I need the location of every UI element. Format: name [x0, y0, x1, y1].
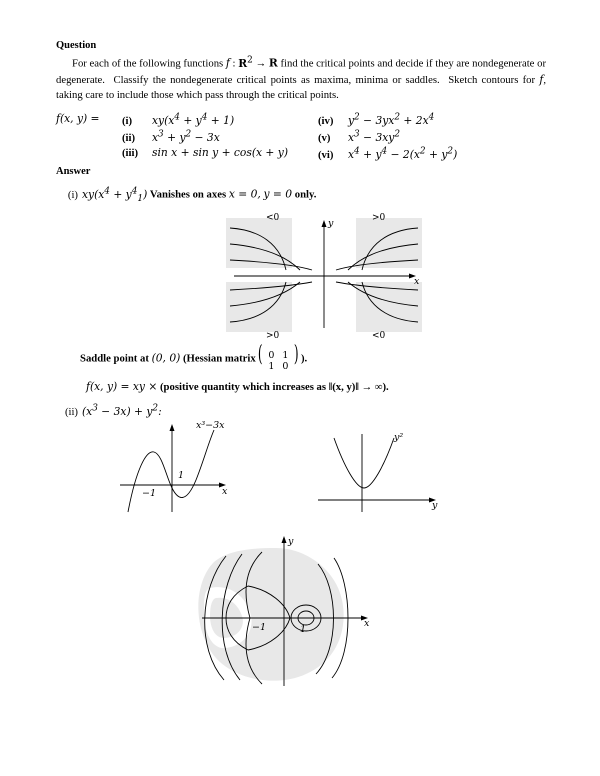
answer-heading: Answer: [56, 166, 91, 178]
final-line-text: (positive quantity which increases as ‖(x, y)‖ → ∞).: [160, 381, 389, 394]
part-i-only: only.: [294, 188, 317, 201]
function-row-1-right: [318, 112, 434, 127]
contour-tick-minus1: −1: [252, 621, 267, 633]
function-row-3-right: [318, 146, 457, 161]
function-label-iii: (iii): [122, 147, 139, 160]
label-bottom-right: <0: [372, 330, 386, 340]
part-i-line: [56, 186, 546, 204]
saddle-text-c: ).: [301, 352, 308, 365]
figure-contour-xy: [56, 210, 546, 340]
label-top-left: <0: [266, 212, 280, 223]
function-expr-i: $xy(x^4 + y^4 + 1)$: [152, 112, 235, 127]
label-x-axis: x: [414, 275, 420, 287]
figure-cubic-parabola: [56, 420, 546, 520]
cubic-tick-1: 1: [178, 469, 185, 481]
function-label-iv: (iv): [318, 114, 334, 127]
function-row-2-left: [122, 129, 220, 144]
cubic-tick-minus1: −1: [142, 487, 157, 499]
function-label-vi: (vi): [318, 148, 334, 161]
part-ii-number: (ii): [64, 405, 78, 418]
cubic-x-axis-label: x: [222, 485, 228, 497]
label-bottom-left: >0: [266, 330, 280, 340]
part-i-number: (i): [67, 188, 78, 201]
saddle-text-b: (Hessian matrix: [182, 352, 256, 365]
final-line: [86, 380, 546, 393]
hessian-01: 1: [282, 350, 289, 362]
function-expr-v: $x^3 - 3xy^2$: [348, 129, 400, 144]
function-row-3-left: [122, 146, 288, 159]
saddle-caption: [80, 341, 546, 372]
function-expr-iv: $y^2 - 3yx^2 + 2x^4$: [348, 112, 435, 127]
contour-y-axis-label: y: [288, 535, 294, 547]
hessian-10: 1: [268, 360, 275, 372]
hessian-11: 0: [282, 360, 289, 372]
hessian-00: 0: [268, 350, 275, 362]
parabola-y-axis-label: y: [432, 499, 438, 511]
saddle-text-a: Saddle point at: [80, 352, 149, 365]
part-ii-line: [56, 403, 546, 418]
part-i-axes2: y = 0: [263, 187, 293, 201]
contour-x-axis-label: x: [364, 617, 370, 629]
part-i-expr: $xy(x^4 + y^4_1)$: [82, 186, 148, 204]
figure-contour-cubic: [56, 528, 546, 698]
function-label-i: (i): [122, 114, 133, 127]
function-label-ii: (ii): [122, 131, 136, 144]
function-expr-ii: $x^3 + y^2 - 3x$: [152, 129, 220, 144]
label-y-axis: y: [328, 217, 334, 229]
part-i-axes: x = 0,: [228, 187, 261, 201]
document-content: [56, 40, 546, 698]
saddle-point: (0, 0): [151, 351, 181, 365]
function-row-1-left: [122, 112, 234, 127]
function-row-2-right: [318, 129, 400, 144]
hessian-matrix: ( 0 1 1 0 ): [257, 341, 300, 372]
function-label-v: (v): [318, 131, 331, 144]
function-expr-vi: $x^4 + y^4 - 2(x^2 + y^2)$: [348, 146, 458, 161]
function-list: [56, 110, 546, 162]
parabola-curve-label: y²: [394, 431, 404, 443]
contour-tick-1: 1: [300, 623, 307, 635]
final-line-expr: f(x, y) = xy ×: [86, 380, 158, 394]
question-text: For each of the following functions f : $R^2 \to R$ find the critical points and decide if they are nondegenerate or degenerate. Classify the nondegenerate critical points as maxima, minima or saddles. Sketch contours for f, taking care to include those which pass through the critical points.: [56, 55, 547, 101]
label-top-right: >0: [372, 212, 386, 223]
part-i-statement: Vanishes on axes: [149, 188, 227, 201]
function-expr-iii: sin x + sin y + cos(x + y): [152, 146, 288, 160]
part-ii-expr: $(x^3 - 3x) + y^2$:: [82, 403, 162, 418]
function-lhs: f(x, y) =: [56, 112, 100, 126]
question-heading: Question: [56, 40, 97, 51]
cubic-curve-label: x³−3x: [196, 419, 225, 431]
